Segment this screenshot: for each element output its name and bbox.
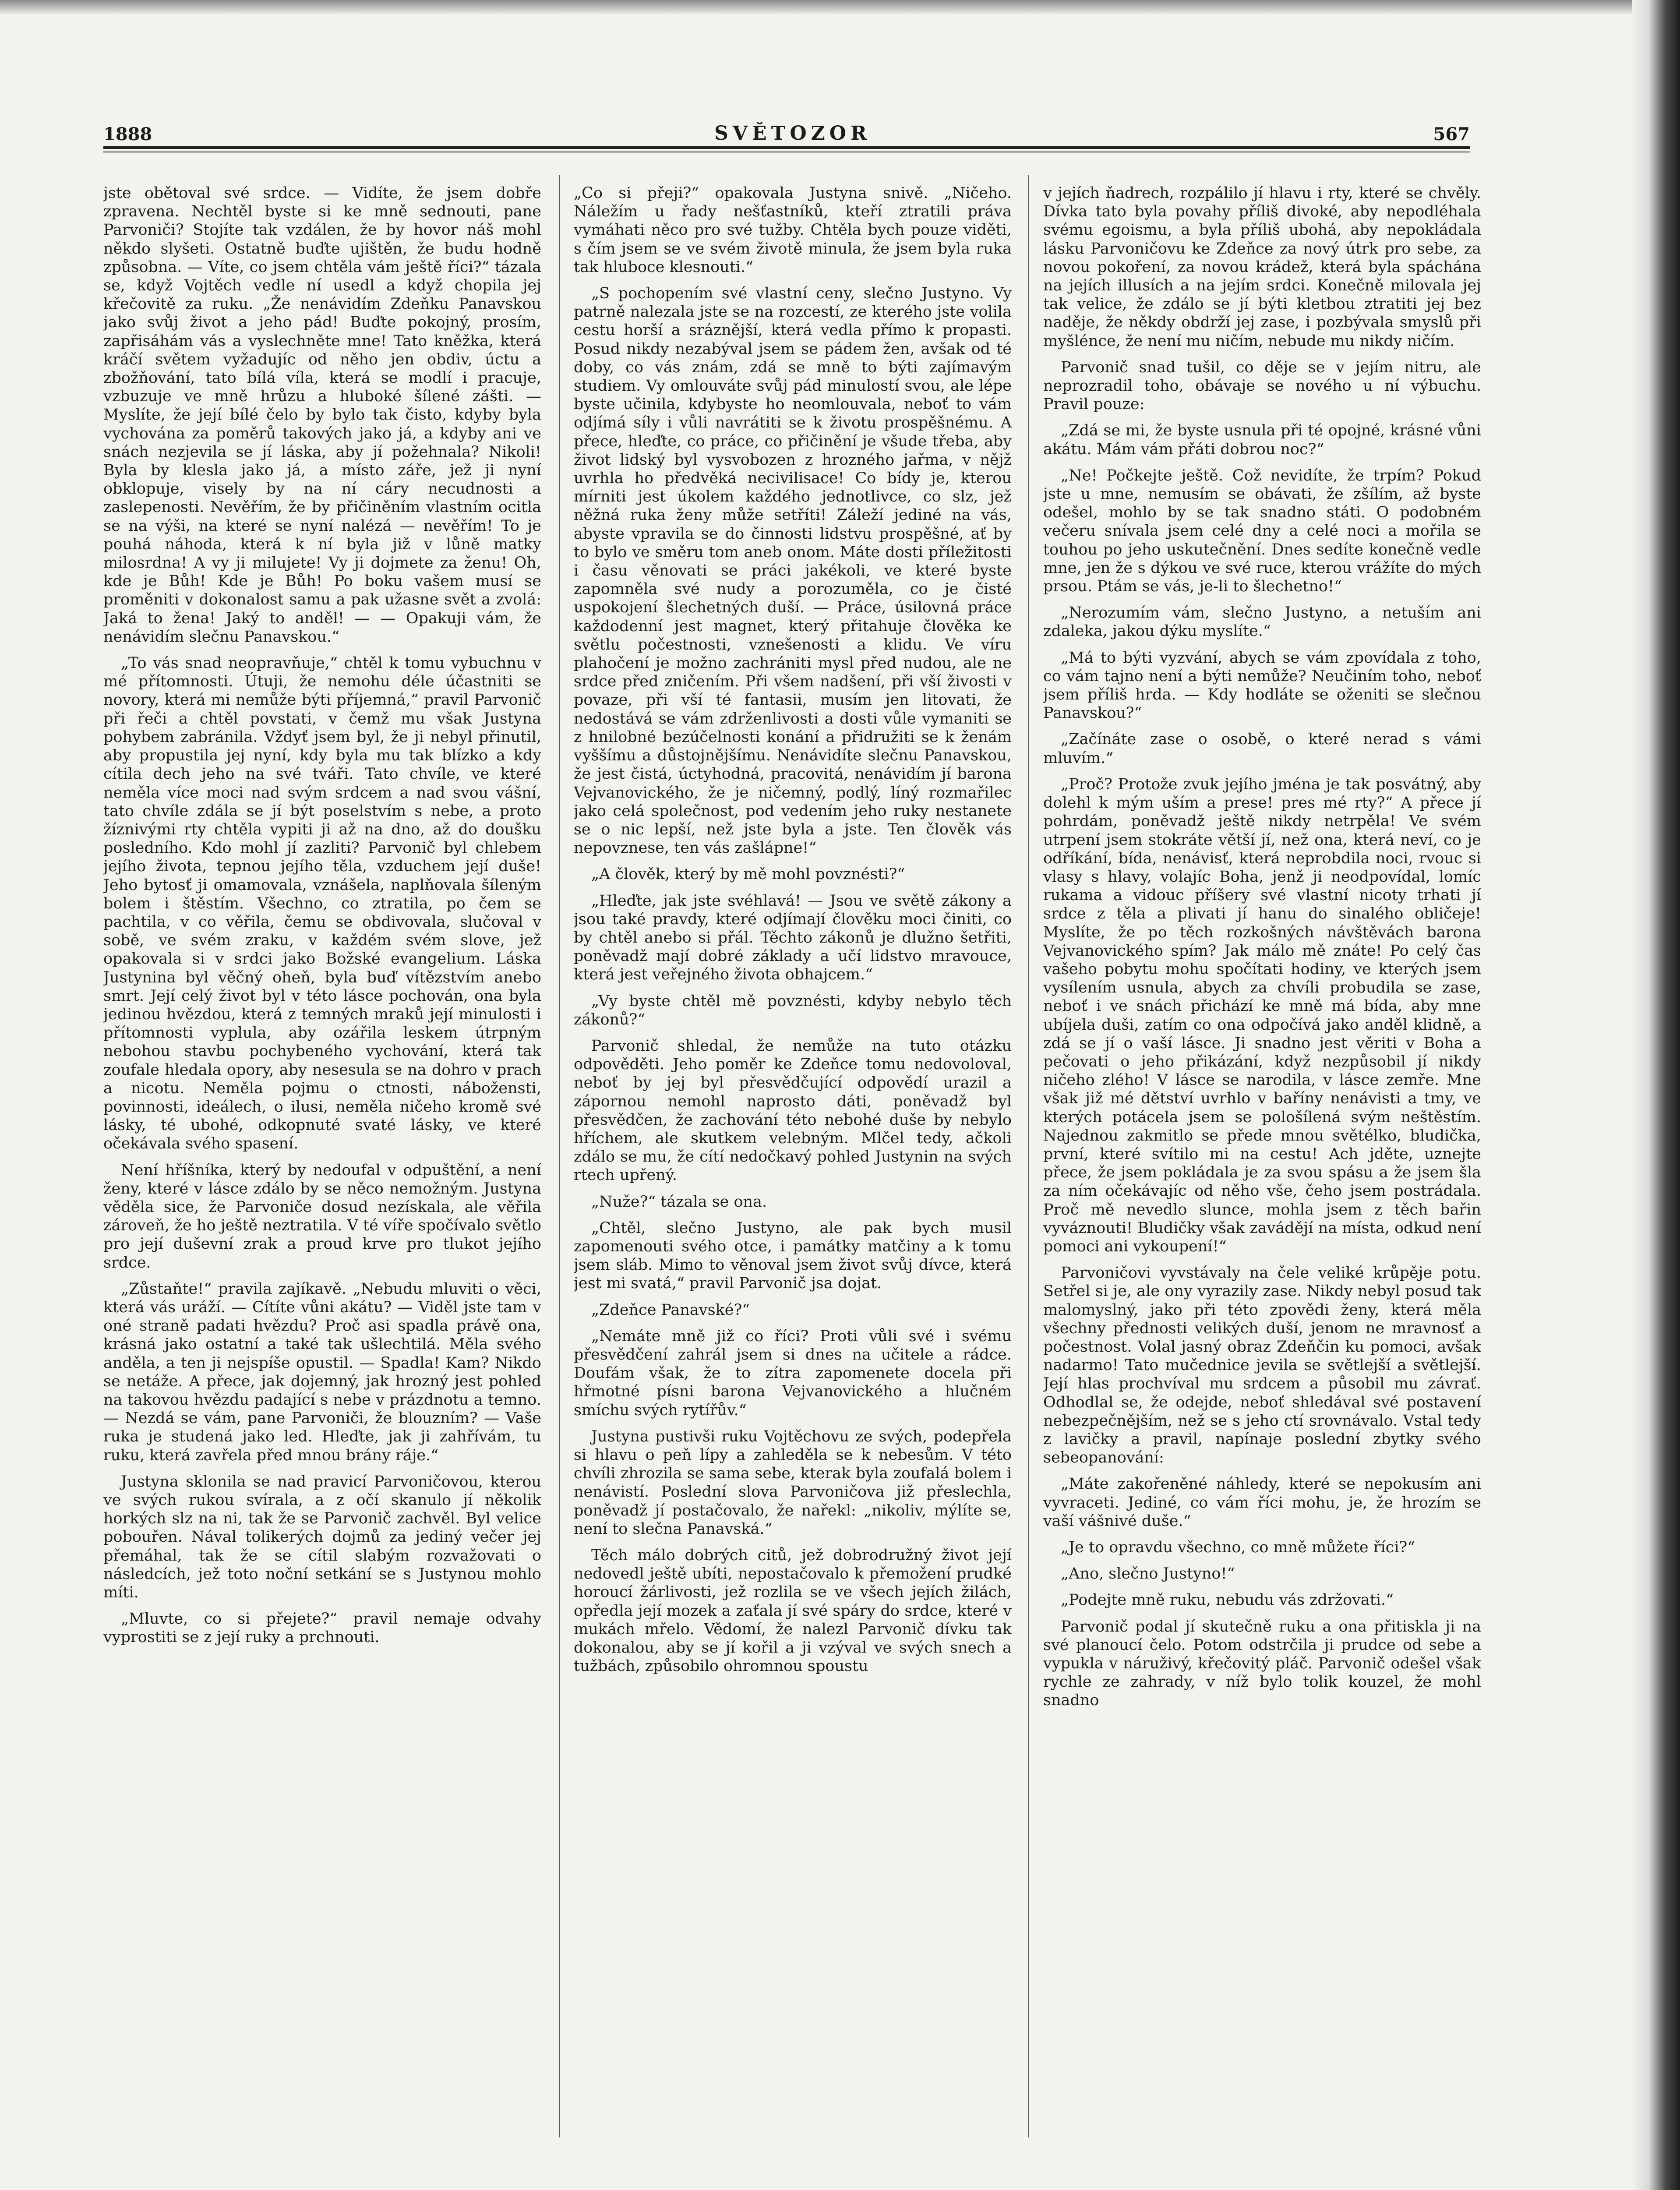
paragraph: Justyna sklonila se nad pravicí Parvoničovou, kterou ve svých rukou svírala, a z očí skanulo jí několik horkých slz na ni, tak že se Parvonič zachvěl. Byl velice pobouřen. Nával tolikerých dojmů za jediný večer jej přemáhal, tak že se cítil slabým rozvažovati o následcích, jež toto noční setkání se s Justynou mohlo míti. bbox=[103, 1473, 541, 1602]
paragraph: „Nemáte mně již co říci? Proti vůli své i svému přesvědčení zahrál jsem si dnes na učitele a rádce. Doufám však, že to zítra zapomenete docela při hřmotné písni barona Vejvanovického a hlučném smíchu svých rytířův.“ bbox=[574, 1327, 1012, 1419]
paragraph: „Nerozumím vám, slečno Justyno, a netuším ani zdaleka, jakou dýku myslíte.“ bbox=[1043, 604, 1481, 640]
paragraph: „Zdeňce Panavské?“ bbox=[591, 1301, 750, 1319]
column-divider bbox=[1028, 175, 1029, 2137]
paragraph: „A člověk, který by mě mohl povznésti?“ bbox=[591, 865, 905, 883]
paragraph: „Máte zakořeněné náhledy, které se nepokusím ani vyvraceti. Jediné, co vám říci mohu, je, že hrozím se vaší vášnivé duše.“ bbox=[1043, 1475, 1481, 1530]
paragraph: „Ne! Počkejte ještě. Což nevidíte, že trpím? Pokud jste u mne, nemusím se obávati, že zšílím, až byste odešel, mohlo by se tak snadno státi. O podobném večeru snívala jsem celé dny a celé noci a mořila se touhou po jeho uskutečnění. Dnes sedíte konečně vedle mne, jen že s dýkou ve své ruce, kterou vrážíte do mých prsou. Ptám se vás, je-li to šlechetno!“ bbox=[1043, 466, 1481, 596]
paragraph: „To vás snad neopravňuje,“ chtěl k tomu vybuchnu v mé přítomnosti. Útuji, že nemohu déle účastniti se novory, která mi nemůže býti příjemná,“ pravil Parvonič při řeči a chtěl povstati, v čemž mu však Justyna pohybem zabránila. Vždyť jsem byl, že ji nebyl přinutil, aby propustila jej nyní, kdy byla mu tak blízko a kdy cítila dech jeho na své tváři. Tato chvíle, ve které neměla více moci nad svým srdcem a nad svou vášní, tato chvíle zdála se jí být poselstvím s nebe, a proto žíznivými rty chtěla vypiti ji až na dno, až do doušku posledního. Kdo mohl jí zazliti? Parvonič byl chlebem jejího života, tepnou jejího těla, vzduchem její duše! Jeho bytosť ji omamovala, vznášela, naplňovala šíleným bolem i štěstím. Všechno, co ztratila, po čem se pachtila, v co věřila, čemu se obdivovala, slučoval v sobě, ve svém zraku, v každém svém slove, jež opakovala si v srdci jako Božské evangelium. Láska Justynina byl věčný oheň, byla buď vítězstvím anebo smrt. Její celý život byl v této lásce pochován, ona byla jedinou hvězdou, která z temných mraků její minulosti i přítomnosti vyplula, aby ozářila leskem útrpným nebohou stavbu pochybeného vychování, která tak zoufale hledala opory, aby nesesula se na dohro v prach a nicotu. Neměla pojmu o ctnosti, nábožensti, povinnosti, ideálech, o ilusi, neměla ničeho kromě své lásky, té ubohé, odkopnuté svaté lásky, ve které očekávala svého spasení. bbox=[103, 654, 541, 1153]
column-divider bbox=[559, 175, 560, 2137]
paragraph: „Hleďte, jak jste svéhlavá! — Jsou ve světě zákony a jsou také pravdy, které odjímají člověku moci činiti, co by chtěl anebo si přál. Těchto zákonů je dlužno šetřiti, poněvadž mají dobré základy a učí lidstvo mravouce, která jest veřejného života obhajcem.“ bbox=[574, 892, 1012, 984]
running-head bbox=[103, 110, 1470, 145]
paragraph: „Začínáte zase o osobě, o které nerad s vámi mluvím.“ bbox=[1043, 731, 1481, 767]
header-title: SVĚTOZOR bbox=[714, 122, 871, 145]
paragraph: Parvoničovi vyvstávaly na čele veliké krůpěje potu. Setřel si je, ale ony vyrazily zase. Nikdy nebyl posud tak malomyslný, jako při této zpovědi ženy, která měla všechny přednosti velikých duší, jenom ne mravnosť a počestnost. Volal jasný obraz Zdeňčin ku pomoci, avšak nadarmo! Tato mučednice jevila se světlejší a světlejší. Její hlas prochvíval mu srdcem a působil mu závrať. Odhodlal se, že odejde, neboť shledával své postavení nebezpečnějším, než se s jeho ctí srovnávalo. Vstal tedy z lavičky a pravil, napínaje poslední zbytky svého sebeopanování: bbox=[1043, 1264, 1481, 1467]
paragraph: v jejích ňadrech, rozpálilo jí hlavu i rty, které se chvěly. Dívka tato byla povahy příliš divoké, aby nepodléhala svému egoismu, a byla příliš ubohá, aby nepokládala lásku Parvoničovu ke Zdeňce za nový útrk pro sebe, za novou pokoření, za novou krádež, která byla spáchána na jejích illusích a na jejím srdci. Konečně milovala jej tak velice, že zdálo se jí býti kletbou ztratiti jej bez naděje, že někdy obdrží jej zase, i pozbývala smyslů při myšlénce, že není mu ničím, nebude mu nikdy ničím. bbox=[1043, 184, 1481, 350]
scan-top-edge bbox=[0, 0, 1680, 15]
paragraph: „Co si přeji?“ opakovala Justyna snivě. „Ničeho. Náležím u řady nešťastníků, kteří ztratili práva vymáhati něco pro své tužby. Chtěla bych pouze viděti, s čím jsem se ve svém životě minula, že jsem byla ruka tak hluboce klesnouti.“ bbox=[574, 184, 1012, 276]
paragraph: „Má to býti vyzvání, abych se vám zpovídala z toho, co vám tajno není a býti nemůže? Neučiním toho, neboť jsem příliš hrda. — Kdy hodláte se oženiti se slečnou Panavskou?“ bbox=[1043, 649, 1481, 722]
paragraph: „Vy byste chtěl mě povznésti, kdyby nebylo těch zákonů?“ bbox=[574, 992, 1012, 1028]
paragraph: Parvonič shledal, že nemůže na tuto otázku odpověděti. Jeho poměr ke Zdeňce tomu nedovoloval, neboť by jej byl přesvědčující odpovědí urazil a zápornou nemohl naprosto dáti, poněvadž byl přesvědčen, že zachování této nebohé duše by nebylo hříchem, ale skutkem velebným. Mlčel tedy, ačkoli zdálo se mu, že cítí nedočkavý pohled Justynin na svých rtech upřený. bbox=[574, 1037, 1012, 1184]
paragraph: Těch málo dobrých citů, jež dobrodružný život její nedovedl ještě ubíti, nepostačovalo k přemožení prudké horoucí žárlivosti, jež rozlila se ve všech jejích žilách, opředla její mozek a zaťala jí své spáry do srdce, které v mukách mřelo. Vědomí, že nalezl Parvonič dívku tak dokonalou, aby se jí kořil a ji vzýval ve svých snech a tužbách, způsobilo ohromnou spoustu bbox=[574, 1547, 1012, 1675]
paragraph: Parvonič snad tušil, co děje se v jejím nitru, ale neprozradil toho, obávaje se nového u ní výbuchu. Pravil pouze: bbox=[1043, 358, 1481, 413]
paragraph: „S pochopením své vlastní ceny, slečno Justyno. Vy patrně nalezala jste se na rozcestí, ze kterého jste volila cestu horší a sráznější, která vedla přímo k propasti. Posud nikdy nezabýval jsem se pádem žen, avšak od té doby, co vás znám, zdá se mně to býti zajímavým studiem. Vy omlouváte svůj pád minulostí svou, ale lépe byste učinila, kdybyste ho neomlouvala, neboť to vám odjímá síly i vůli navrátiti se k životu prospěšnému. A přece, hleďte, co práce, co přičinění je všude třeba, aby život lidský byl vysvobozen z hrozného jařma, v nějž uvrhla ho předvěká necivilisace! Co bídy je, kterou mírniti jest úkolem každého jednotlivce, co slz, jež něžná ruka ženy může setříti! Záleží jediné na vás, abyste vpravila se do činnosti lidstvu prospěšné, ať by to bylo ve směru tom aneb onom. Máte dosti příležitosti i času věnovati se práci jakékoli, ve které byste zapomněla své nudy a porozuměla, co je čisté uspokojení šlechetných duší. — Práce, úsilovná práce každodenní jest magnet, který přitahuje člověka ke světlu počestnosti, vznešenosti a klidu. Ve víru plahočení je možno zachrániti mysl před nudou, ale ne srdce před zničením. Při všem nadšení, při vší živosti v povaze, při vší té fantasii, musím jen litovati, že nedostává se vám zdrženlivosti a dosti vůle vymaniti se z hnilobné bezúčelnosti konání a přidružiti se k ženám vyššímu a důstojnějšímu. Nenávidíte slečnu Panavskou, že jest čistá, úctyhodná, pracovitá, nenávidím jí barona Vejvanovického, že je ničemný, podlý, líný rozmařilec jako celá společnost, pod vedením jeho ruky nestanete se o nic lepší, než jste byla a jste. Ten člověk vás nepovznese, ten vás zašlápne!“ bbox=[574, 285, 1012, 857]
paragraph: „Zdá se mi, že byste usnula při té opojné, krásné vůni akátu. Mám vám přáti dobrou noc?“ bbox=[1043, 422, 1481, 458]
paragraph: „Chtěl, slečno Justyno, ale pak bych musil zapomenouti svého otce, i památky matčiny a k tomu jsem sláb. Mimo to věnoval jsem život svůj dívce, která jest mi svatá,“ pravil Parvonič jsa dojat. bbox=[574, 1219, 1012, 1293]
paragraph: „Mluvte, co si přejete?“ pravil nemaje odvahy vyprostiti se z její ruky a prchnouti. bbox=[103, 1610, 541, 1646]
header-page-number: 567 bbox=[1433, 124, 1470, 145]
paragraph: „Zůstaňte!“ pravila zajíkavě. „Nebudu mluviti o věci, která vás uráží. — Cítíte vůni akátu? — Viděl jste tam v oné straně padati hvězdu? Proč asi spadla právě ona, krásná jako ostatní a také tak ušlechtilá. Měla svého anděla, a ten ji nejspíše opustil. — Spadla! Kam? Nikdo se netáže. A přece, jak dojemný, jak hrozný jest pohled na takovou hvězdu padající s nebe v prázdnotu a temno. — Nezdá se vám, pane Parvoniči, že blouzním? — Vaše ruka je studená jako led. Hleďte, jak ji zahřívám, tu ruku, která zavřela před mnou brány ráje.“ bbox=[103, 1280, 541, 1464]
text-column-middle bbox=[574, 184, 1012, 2137]
paragraph: „Proč? Protože zvuk jejího jména je tak posvátný, aby dolehl k mým uším a prese! pres mé rty?“ A přece jí pohrdám, poněvadž ještě nikdy netrpěla! Ve svém utrpení jsem stokráte větší jí, než ona, která neví, co je odříkání, bída, nenávisť, která neprobdila noci, rvouc si vlasy s hlavy, volajíc Boha, jenž ji neodpovídal, lomíc rukama a vidouc příšery své vlastní nicoty trhati jí srdce z těla a plivati jí hanu do sinalého obličeje! Myslíte, že po těch rozkošných návštěvách barona Vejvanovického spím? Jak málo mě znáte! Po celý čas vašeho pobytu mohu spočítati hodiny, ve kterých jsem vysílením usnula, abych za chvíli probudila se zase, neboť i ve snách přichází ke mně má bída, aby mne ubíjela duši, zatím co ona odpočívá jako anděl klidně, a zdá se jí o vaší lásce. Ji snadno jest věriti v Boha a pečovati o jeho přikázání, když nezpůsobil jí nikdy ničeho zlého! V lásce se narodila, v lásce zemře. Mne však již mé dětství uvrhlo v baříny nenávisti a tmy, ve kterých potácela jsem se pološílená svým neštěstím. Najednou zakmitlo se přede mnou světélko, bludička, první, které svítilo mi na cestu! Ach jděte, uznejte přece, že jsem pokládala je za svou spásu a že jsem šla za ním očekávajíc od něho vše, čeho jsem postrádala. Proč mě nevedlo slunce, mohla jsem z těch bařin vyváznouti! Bludičky však zavádějí na místa, odkud není pomoci ani vykoupení!“ bbox=[1043, 775, 1481, 1255]
text-column-right bbox=[1043, 184, 1481, 2137]
header-year: 1888 bbox=[103, 124, 152, 145]
paragraph: „Podejte mně ruku, nebudu vás zdržovati.“ bbox=[1061, 1591, 1394, 1609]
paragraph: Parvonič podal jí skutečně ruku a ona přitiskla ji na své planoucí čelo. Potom odstrčila ji prudce od sebe a vypukla v náruživý, křečovitý pláč. Parvonič odešel však rychle ze zahrady, v níž bylo tolik kouzel, že mohl snadno bbox=[1043, 1618, 1481, 1710]
paragraph: jste obětoval své srdce. — Vidíte, že jsem dobře zpravena. Nechtěl byste si ke mně sednouti, pane Parvoniči? Stojíte tak vzdálen, že by hovor náš mohl někdo slyšeti. Ostatně buďte ujištěn, že budu hodně způsobna. — Víte, co jsem chtěla vám ještě říci?“ tázala se, když Vojtěch vedle ní usedl a když chopila jej křečovitě za ruku. „Že nenávidím Zdeňku Panavskou jako svůj život a jeho pád! Buďte pokojný, prosím, zapřisáhám vás a vyslechněte mne! Tato kněžka, která kráčí světem vyžadujíc od něho jen obdiv, úctu a zbožňování, tato bílá víla, která se modlí i pracuje, vzbuzuje ve mně hrůzu a hluboké šílené zášti. — Myslíte, že její bílé čelo by bylo tak čisto, kdyby byla vychována za poměrů takových jako já, a kdyby ani ve snách nezjevila se jí láska, aby jí požehnala? Nikoli! Byla by klesla jako já, a místo záře, jež ji nyní obklopuje, visely by na ní cáry necudnosti a zaslepenosti. Nevěřím, že by přičiněním vlastním ocitla se na výši, na které se nyní nalézá — nevěřím! To je pouhá náhoda, která k ní byla již v lůně matky milosrdna! A vy ji milujete! Vy ji dojmete za ženu! Oh, kde je Bůh! Kde je Bůh! Po boku vašem musí se proměniti v dokonalost samu a pak užasne svět a zvolá: Jaká to žena! Jaký to anděl! — — Opakuji vám, že nenávidím slečnu Panavskou.“ bbox=[103, 184, 541, 646]
paragraph: „Ano, slečno Justyno!“ bbox=[1061, 1565, 1235, 1583]
paragraph: Není hříšníka, který by nedoufal v odpuštění, a není ženy, které v lásce zdálo by se něco nemožným. Justyna věděla sice, že Parvoniče dosud nezískala, ale věřila zároveň, že ho ještě neztratila. V té víře spočívalo světlo pro její duševní zrak a proud krve pro tlukot jejího srdce. bbox=[103, 1161, 541, 1272]
scan-right-edge bbox=[1632, 0, 1680, 2190]
text-column-left bbox=[103, 184, 541, 2137]
paragraph: Justyna pustivši ruku Vojtěchovu ze svých, podepřela si hlavu o peň lípy a zahleděla se k nebesům. V této chvíli zhrozila se sama sebe, kterak byla zoufalá bolem i nenávistí. Poslední slova Parvoničova již přeslechla, poněvadž jí postačovalo, že nařekl: „nikoliv, mýlíte se, není to slečna Panavská.“ bbox=[574, 1427, 1012, 1538]
header-rule-thick bbox=[103, 146, 1470, 149]
paragraph: „Je to opravdu všechno, co mně můžete říci?“ bbox=[1061, 1539, 1415, 1557]
paragraph: „Nuže?“ tázala se ona. bbox=[591, 1193, 767, 1211]
